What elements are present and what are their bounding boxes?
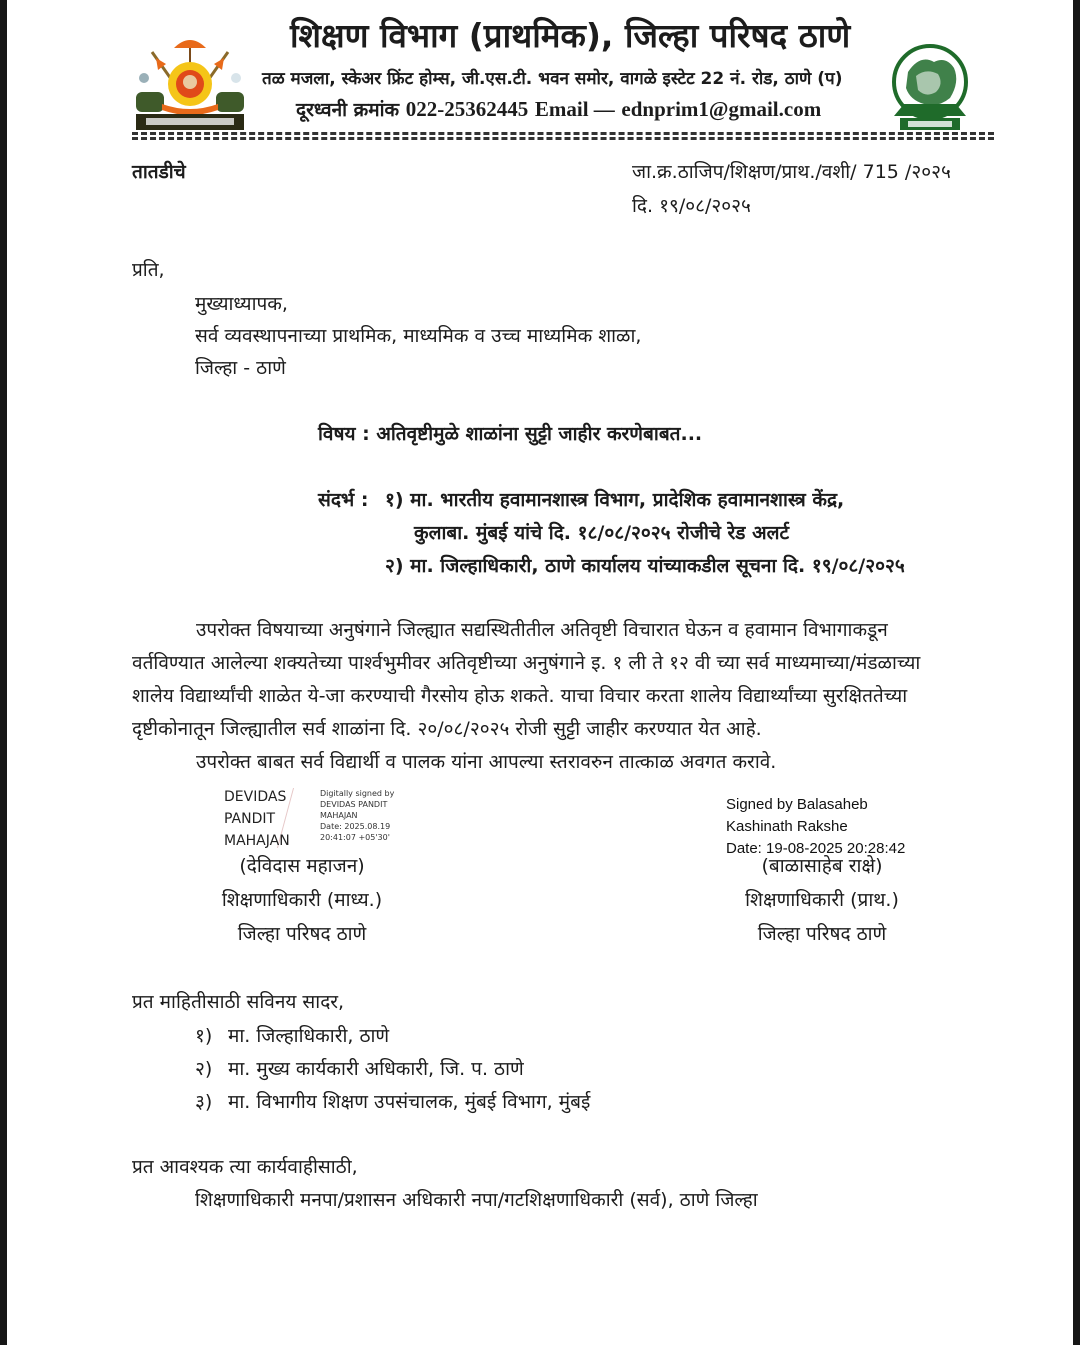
left-edge-border bbox=[0, 0, 7, 1345]
copies-action-line: शिक्षणाधिकारी मनपा/प्रशासन अधिकारी नपा/गटशिक्षणाधिकारी (सर्व), ठाणे जिल्हा bbox=[195, 1189, 758, 1211]
copies-info-heading: प्रत माहितीसाठी सविनय सादर, bbox=[132, 991, 345, 1013]
copies-info-item bbox=[195, 1022, 389, 1048]
recipient-line: सर्व व्यवस्थापनाच्या प्राथमिक, माध्यमिक व उच्च माध्यमिक शाळा, bbox=[195, 325, 642, 347]
signatory-right-designation: शिक्षणाधिकारी (प्राथ.) bbox=[745, 889, 899, 911]
signatory-right-office: जिल्हा परिषद ठाणे bbox=[757, 923, 887, 945]
office-contact bbox=[296, 96, 821, 122]
signatory-left-office: जिल्हा परिषद ठाणे bbox=[237, 923, 367, 945]
email-label: Email — bbox=[534, 97, 615, 121]
digital-signature-meta: Digitally signed by DEVIDAS PANDIT MAHAJAN Date: 2025.08.19 20:41:07 +05'30' bbox=[320, 789, 395, 842]
copies-info-item bbox=[195, 1055, 524, 1081]
reference-item-1: १) मा. भारतीय हवामानशास्त्र विभाग, प्रादेशिक हवामानशास्त्र केंद्र, bbox=[385, 489, 845, 511]
reference-number: जा.क्र.ठाजिप/शिक्षण/प्राथ./वशी/ 715 /२०२५ bbox=[632, 161, 951, 183]
digital-signature-name: DEVIDAS PANDIT MAHAJAN bbox=[224, 789, 290, 849]
recipient-salutation: प्रति, bbox=[132, 259, 165, 281]
reference-item-2: २) मा. जिल्हाधिकारी, ठाणे कार्यालय यांच्याकडील सूचना दि. १९/०८/२०२५ bbox=[385, 555, 905, 577]
subject-line: विषय : अतिवृष्टीमुळे शाळांना सुट्टी जाहीर करणेबाबत... bbox=[318, 423, 703, 445]
copies-info-item bbox=[195, 1088, 590, 1114]
body-paragraph-line: शालेय विद्यार्थ्यांची शाळेत ये-जा करण्याची गैरसोय होऊ शकते. याचा विचार करता शालेय विद्यार्थ्यांच्या सुरक्षिततेच्या bbox=[132, 685, 908, 707]
body-paragraph-line: दृष्टीकोनातून जिल्ह्यातील सर्व शाळांना दि. २०/०८/२०२५ रोजी सुट्टी जाहीर करण्यात येत आहे. bbox=[132, 718, 762, 740]
copies-info-item-text: मा. विभागीय शिक्षण उपसंचालक, मुंबई विभाग, मुंबई bbox=[228, 1091, 591, 1113]
e-signature-block: Signed by Balasaheb Kashinath Rakshe Date: 19-08-2025 20:28:42 bbox=[726, 796, 906, 857]
body-paragraph-2: उपरोक्त बाबत सर्व विद्यार्थी व पालक यांना आपल्या स्तरावरुन तात्काळ अवगत करावे. bbox=[196, 751, 777, 773]
phone-label: दूरध्वनी क्रमांक bbox=[296, 99, 400, 121]
copies-info-item-number: २) bbox=[195, 1058, 213, 1080]
header-separator bbox=[132, 132, 994, 140]
signatory-left-name: (देविदास महाजन) bbox=[239, 855, 365, 877]
body-paragraph-line: वर्तविण्यात आलेल्या शक्यतेच्या पार्श्वभुमीवर अतिवृष्टीच्या अनुषंगाने इ. १ ली ते १२ वी च्या सर्व माध्यमाच्या/मंडळाच्या bbox=[132, 652, 921, 674]
office-title: शिक्षण विभाग (प्राथमिक), जिल्हा परिषद ठाणे bbox=[290, 16, 851, 55]
recipient-line: मुख्याध्यापक, bbox=[195, 293, 288, 315]
right-edge-border bbox=[1073, 0, 1080, 1345]
urgent-label: तातडीचे bbox=[132, 161, 186, 183]
office-address: तळ मजला, स्केअर फ्रिंट होम्स, जी.एस.टी. भवन समोर, वागळे इस्टेट 22 नं. रोड, ठाणे (प) bbox=[262, 69, 843, 89]
maharashtra-emblem-icon bbox=[132, 34, 248, 132]
email-address[interactable]: ednprim1@gmail.com bbox=[621, 97, 822, 121]
thane-zilla-parishad-emblem-icon bbox=[880, 42, 980, 134]
references-label: संदर्भ : bbox=[318, 489, 369, 511]
body-paragraph-line: उपरोक्त विषयाच्या अनुषंगाने जिल्ह्यात सद्यस्थितीतील अतिवृष्टी विचारात घेऊन व हवामान विभागाकडून bbox=[196, 619, 888, 641]
recipient-line: जिल्हा - ठाणे bbox=[195, 357, 286, 379]
copies-action-heading: प्रत आवश्यक त्या कार्यवाहीसाठी, bbox=[132, 1156, 358, 1178]
copies-info-item-number: १) bbox=[195, 1025, 213, 1047]
copies-info-item-text: मा. जिल्हाधिकारी, ठाणे bbox=[228, 1025, 390, 1047]
reference-item-1-cont: कुलाबा. मुंबई यांचे दि. १८/०८/२०२५ रोजीचे रेड अलर्ट bbox=[414, 522, 790, 544]
phone-number: 022-25362445 bbox=[405, 97, 529, 121]
letter-date: दि. १९/०८/२०२५ bbox=[632, 195, 751, 217]
signatory-left-designation: शिक्षणाधिकारी (माध्य.) bbox=[221, 889, 383, 911]
signatory-right-name: (बाळासाहेब राक्षे) bbox=[761, 855, 883, 877]
copies-info-item-number: ३) bbox=[195, 1091, 213, 1113]
copies-info-item-text: मा. मुख्य कार्यकारी अधिकारी, जि. प. ठाणे bbox=[228, 1058, 524, 1080]
